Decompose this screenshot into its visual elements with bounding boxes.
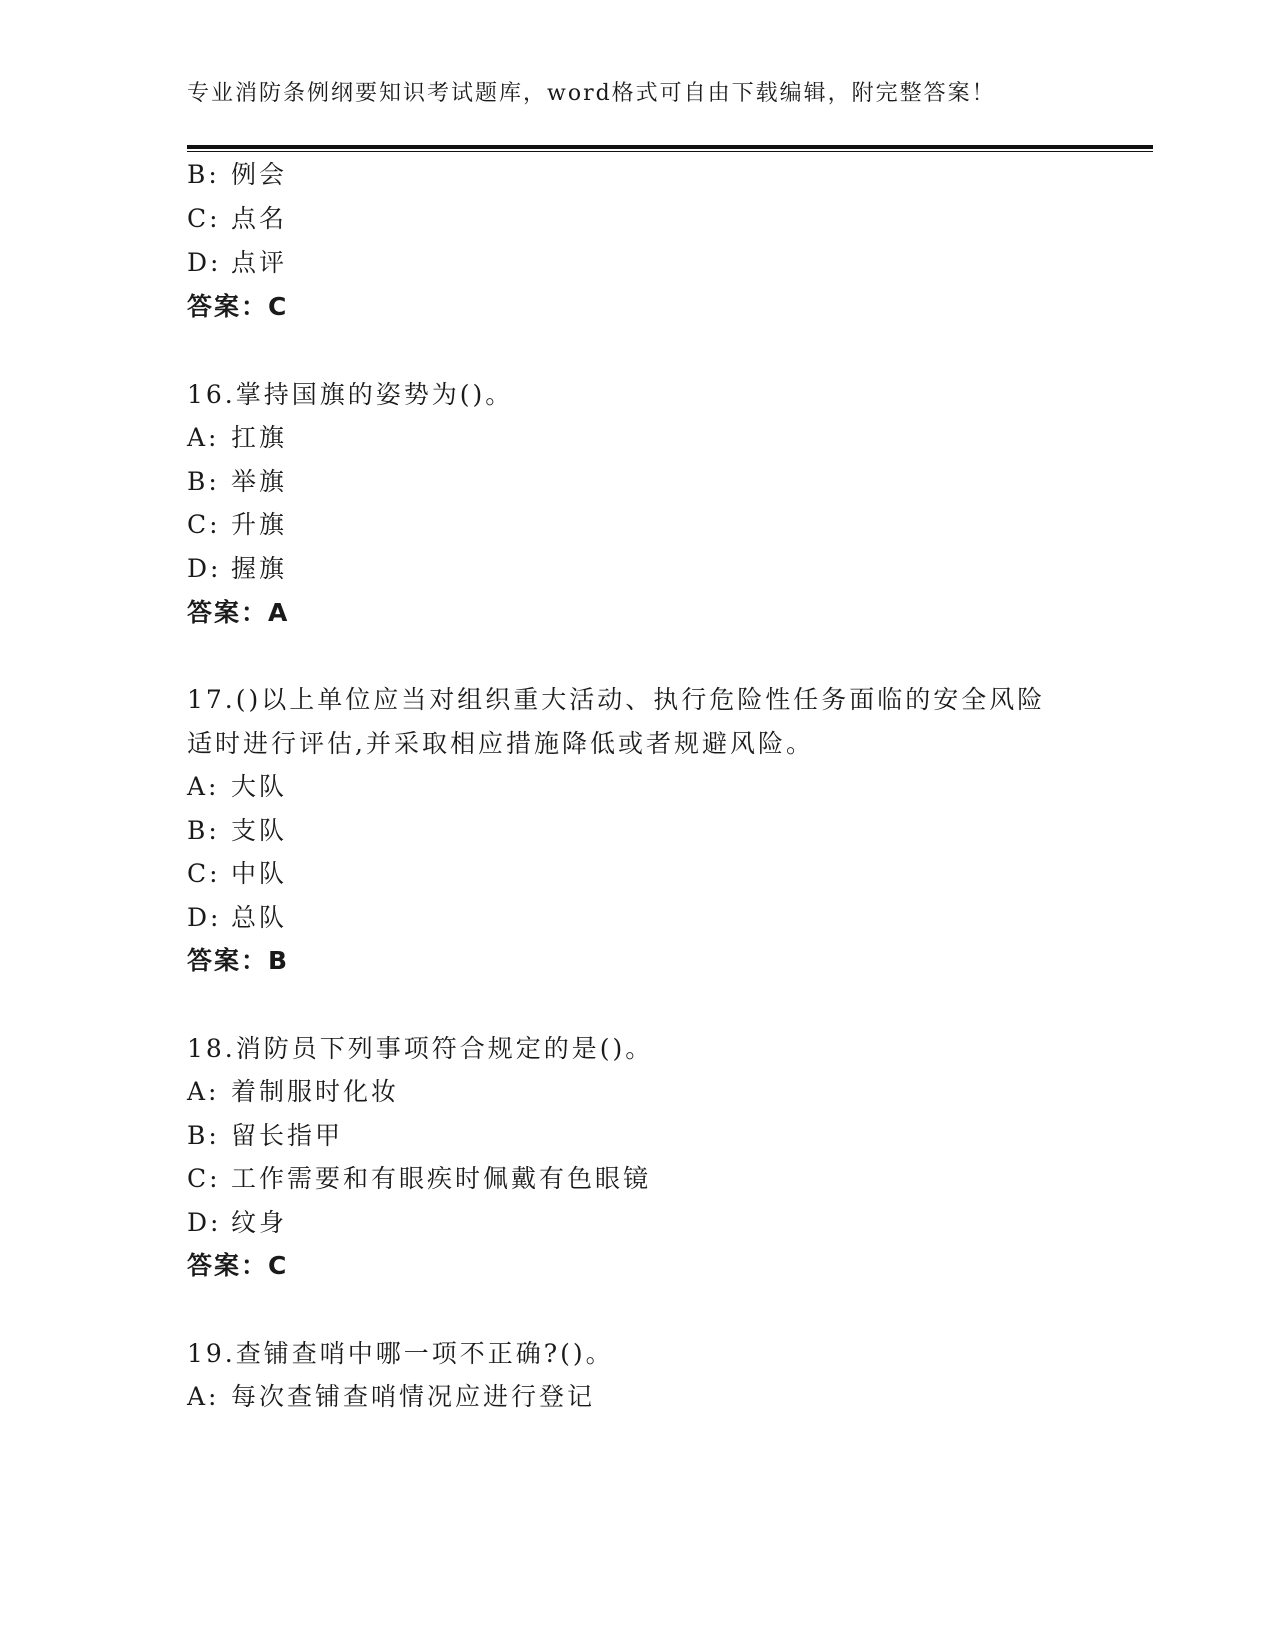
answer-q15: 答案：C [187,292,289,321]
option-text: 总队 [231,903,288,932]
option-q17-a [187,772,287,802]
option-text: 升旗 [231,510,288,539]
answer-q17: 答案：B [187,946,290,975]
option-label: B: [187,467,220,496]
option-text: 中队 [231,859,288,888]
option-q15-c [187,204,287,234]
option-text: 握旗 [231,554,288,583]
option-text: 点评 [231,248,288,277]
option-q16-a [187,423,287,453]
option-text: 留长指甲 [231,1121,344,1150]
option-q15-d [187,248,287,278]
option-label: D: [187,1208,222,1237]
option-q18-c [187,1164,651,1194]
option-q17-d [187,903,287,933]
question-stem-18: 18.消防员下列事项符合规定的是()。 [187,1034,654,1063]
header-rule-thick [187,145,1153,149]
option-label: C: [187,204,221,233]
option-q15-b [187,160,287,190]
option-q18-b [187,1121,343,1151]
option-label: C: [187,510,221,539]
option-label: A: [187,1382,220,1411]
option-q16-c [187,510,287,540]
option-label: D: [187,903,222,932]
option-label: B: [187,816,220,845]
option-label: B: [187,1121,220,1150]
option-q16-b [187,467,287,497]
option-text: 举旗 [231,467,288,496]
option-q18-d [187,1208,287,1238]
option-text: 点名 [231,204,288,233]
option-text: 支队 [231,816,288,845]
option-q19-a [187,1382,595,1412]
option-label: D: [187,554,222,583]
question-stem-17-line1: 17.()以上单位应当对组织重大活动、执行危险性任务面临的安全风险 [187,685,1046,714]
option-q16-d [187,554,287,584]
page-header: 专业消防条例纲要知识考试题库，word格式可自由下载编辑，附完整答案！ [187,81,996,106]
option-text: 扛旗 [231,423,288,452]
option-label: A: [187,423,220,452]
option-text: 着制服时化妆 [231,1077,400,1106]
option-label: C: [187,1164,221,1193]
option-q18-a [187,1077,399,1107]
option-label: C: [187,859,221,888]
header-rule-thin [187,151,1153,152]
question-stem-17-line2: 适时进行评估,并采取相应措施降低或者规避风险。 [187,729,814,758]
option-q17-b [187,816,287,846]
option-text: 例会 [231,160,288,189]
answer-q16: 答案：A [187,598,290,627]
answer-q18: 答案：C [187,1251,289,1280]
option-text: 每次查铺查哨情况应进行登记 [231,1382,596,1411]
option-text: 纹身 [231,1208,288,1237]
option-q17-c [187,859,287,889]
question-stem-16: 16.掌持国旗的姿势为()。 [187,380,514,409]
option-label: A: [187,1077,220,1106]
option-text: 大队 [231,772,288,801]
option-label: D: [187,248,222,277]
question-stem-19: 19.查铺查哨中哪一项不正确?()。 [187,1339,614,1368]
option-text: 工作需要和有眼疾时佩戴有色眼镜 [231,1164,652,1193]
option-label: B: [187,160,220,189]
option-label: A: [187,772,220,801]
